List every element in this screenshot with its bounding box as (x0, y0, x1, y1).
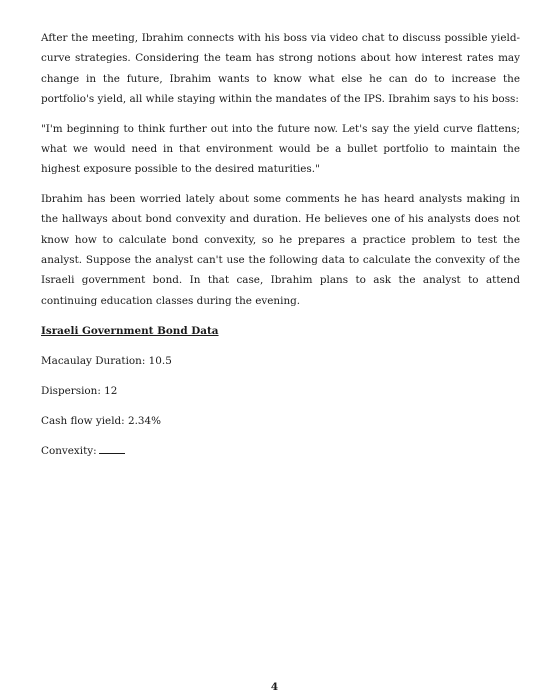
dispersion-line: Dispersion: 12 (41, 384, 118, 397)
convexity-label: Convexity: (41, 444, 97, 457)
bond-data-heading: Israeli Government Bond Data (41, 324, 219, 337)
paragraph-convexity: Ibrahim has been worried lately about some comments he has heard analysts making in the hallways about bond convexity and duration. He believes one of his analysts does not know how to calculate bond convexity, so he prepares a practice problem to test the analyst. Suppose the analyst can't use the following data to calculate the convexity of the Israeli government bond. In that case, Ibrahim plans to ask the analyst to attend continuing education classes during the evening. (41, 193, 520, 307)
convexity-answer-blank (99, 441, 125, 454)
document-page (41, 28, 520, 461)
convexity-line (41, 441, 520, 461)
paragraph-quote: "I'm beginning to think further out into the future now. Let's say the yield curve flattens; what we would need in that environment would be a bullet portfolio to maintain the highest exposure possible to the desired maturities." (41, 122, 520, 176)
cash-flow-yield-line: Cash flow yield: 2.34% (41, 414, 161, 427)
macaulay-duration-line: Macaulay Duration: 10.5 (41, 354, 172, 367)
page-number: 4 (270, 681, 279, 693)
paragraph-meeting: After the meeting, Ibrahim connects with his boss via video chat to discuss possible yield-curve strategies. Considering the team has strong notions about how interest rates may change in the future, Ibrahim wants to know what else he can do to increase the portfolio's yield, all while staying within the mandates of the IPS. Ibrahim says to his boss: (41, 32, 520, 105)
